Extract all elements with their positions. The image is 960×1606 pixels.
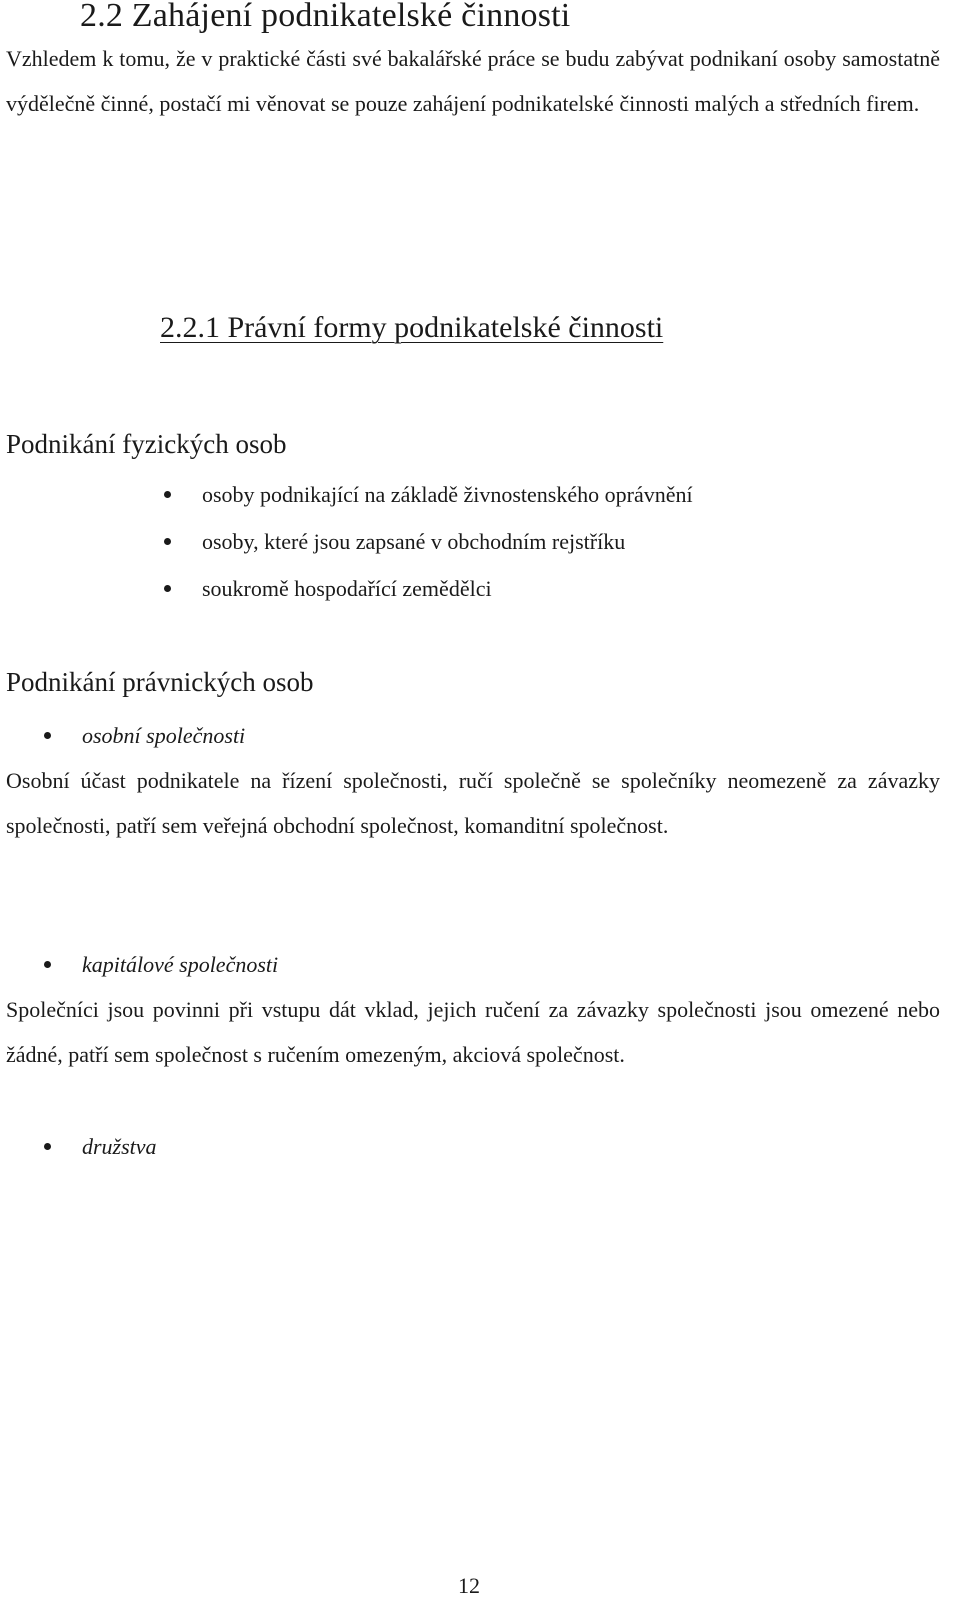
subsection-heading: 2.2.1 Právní formy podnikatelské činnosti: [160, 311, 664, 344]
bullet-icon: [164, 491, 171, 498]
bullet-icon: [164, 538, 171, 545]
group-label: kapitálové společnosti: [82, 952, 279, 977]
group-description: Osobní účast podnikatele na řízení společnosti, ručí společně se společníky neomezeně za závazky společnosti, patří sem veřejná obchodní společnost, komanditní společnost.: [6, 768, 940, 838]
group-label: družstva: [82, 1134, 157, 1159]
page-number: 12: [458, 1573, 480, 1598]
list-item-label: osoby, které jsou zapsané v obchodním rejstříku: [202, 529, 626, 554]
group-description: Společníci jsou povinni při vstupu dát vklad, jejich ručení za závazky společnosti jsou omezené nebo žádné, patří sem společnost s ručením omezeným, akciová společnost.: [6, 997, 940, 1067]
list-item-label: osoby podnikající na základě živnostenského oprávnění: [202, 482, 693, 507]
bullet-icon: [44, 1143, 51, 1150]
natural-persons-heading: Podnikání fyzických osob: [6, 429, 287, 459]
bullet-icon: [44, 961, 51, 968]
list-item-label: soukromě hospodařící zemědělci: [202, 576, 492, 601]
section-heading: 2.2 Zahájení podnikatelské činnosti: [80, 0, 571, 34]
legal-persons-heading: Podnikání právnických osob: [6, 667, 314, 697]
group-label: osobní společnosti: [82, 723, 246, 748]
intro-paragraph: Vzhledem k tomu, že v praktické části své bakalářské práce se budu zabývat podnikaní osoby samostatně výdělečně činné, postačí mi věnovat se pouze zahájení podnikatelské činnosti malých a středních firem.: [6, 46, 940, 116]
bullet-icon: [164, 585, 171, 592]
bullet-icon: [44, 732, 51, 739]
